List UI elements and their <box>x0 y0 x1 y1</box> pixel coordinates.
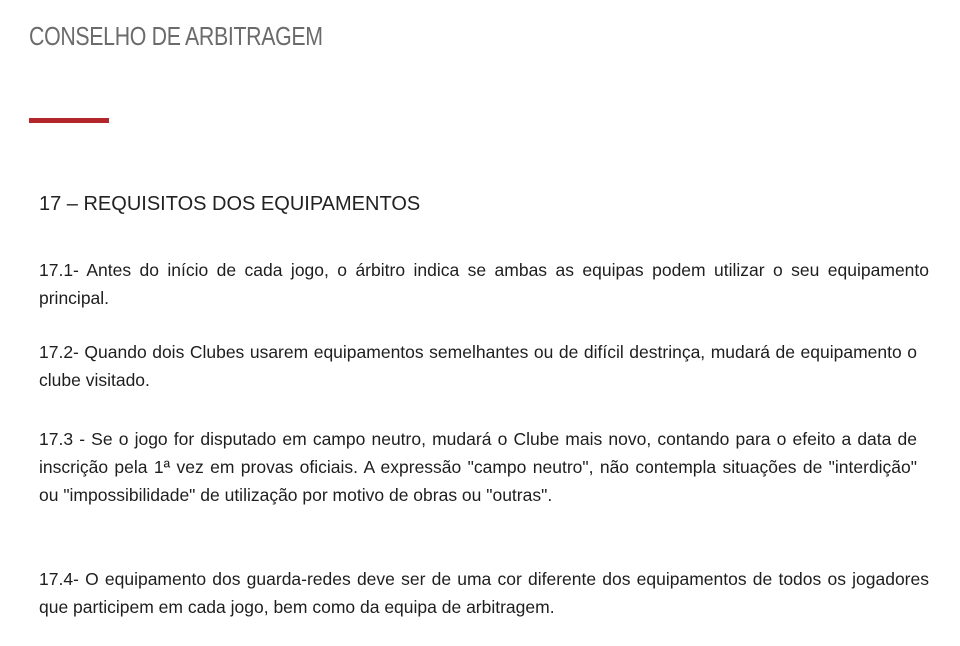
clause-17-3: 17.3 - Se o jogo for disputado em campo neutro, mudará o Clube mais novo, contando para o efeito a data de inscrição pela 1ª vez em provas oficiais. A expressão "campo neutro", não contempla situações de "interdição" ou "impossibilidade" de utilização por motivo de obras ou "outras". <box>39 429 917 505</box>
organization-title: CONSELHO DE ARBITRAGEM <box>29 21 323 51</box>
clause-17-2: 17.2- Quando dois Clubes usarem equipamentos semelhantes ou de difícil destrinça, mudará de equipamento o clube visitado. <box>39 342 917 390</box>
accent-divider <box>29 118 109 123</box>
clause-17-4: 17.4- O equipamento dos guarda-redes deve ser de uma cor diferente dos equipamentos de todos os jogadores que participem em cada jogo, bem como da equipa de arbitragem. <box>39 569 929 617</box>
clause-17-1: 17.1- Antes do início de cada jogo, o árbitro indica se ambas as equipas podem utilizar o seu equipamento principal. <box>39 260 929 308</box>
section-heading: 17 – REQUISITOS DOS EQUIPAMENTOS <box>39 193 421 215</box>
